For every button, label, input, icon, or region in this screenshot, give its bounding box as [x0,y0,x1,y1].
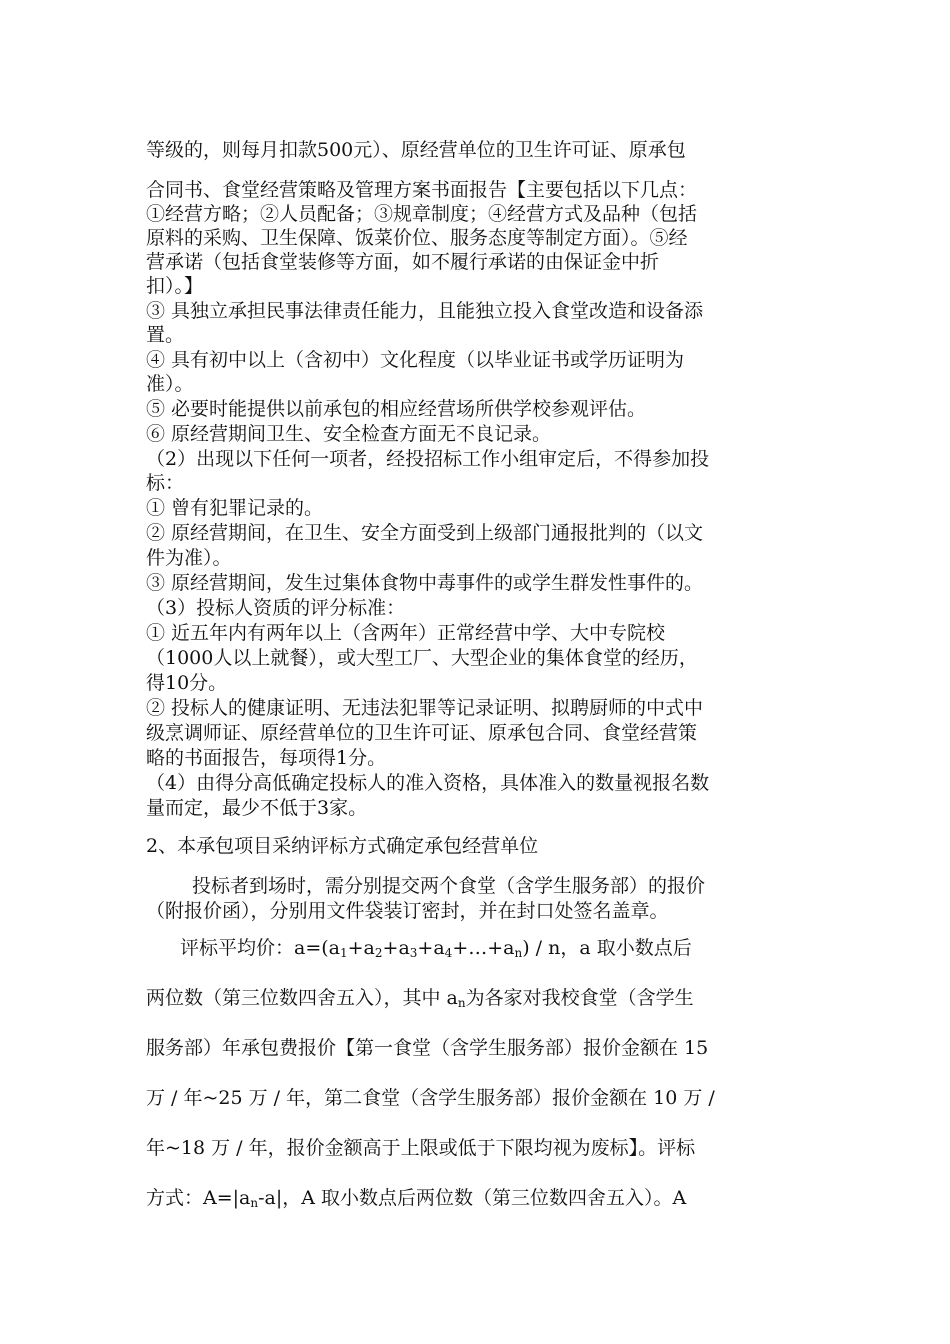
formula-text: ) / n，a 取小数点后 [522,937,692,959]
text-line: 略的书面报告，每项得1分。 [146,747,387,769]
text-line [146,986,808,1010]
text-line: 万 / 年~25 万 / 年，第二食堂（含学生服务部）报价金额在 10 万 / [146,1087,715,1109]
text-line: 标： [146,472,185,494]
text-span: 为各家对我校食堂（含学生 [465,987,694,1009]
subscript: n [250,1196,259,1210]
subscript: 1 [340,946,348,960]
subscript: 3 [409,946,418,960]
text-line: （2）出现以下任何一项者，经投招标工作小组审定后，不得参加投 [146,448,710,470]
text-line [146,1186,808,1210]
text-line: （3）投标人资质的评分标准： [146,597,406,619]
subscript: n [457,996,466,1010]
formula-text: +a [347,937,375,959]
text-span: -a|，A 取小数点后两位数（第三位数四舍五入）。A [258,1187,687,1209]
formula-line [180,936,808,960]
subscript: n [514,946,523,960]
text-line: 营承诺（包括食堂装修等方面，如不履行承诺的由保证金中折 [146,251,660,273]
text-line: 合同书、食堂经营策略及管理方案书面报告【主要包括以下几点： [146,179,698,201]
text-line: ④ 具有初中以上（含初中）文化程度（以毕业证书或学历证明为 [146,349,685,371]
text-line: 置。 [146,324,185,346]
text-line: ② 原经营期间，在卫生、安全方面受到上级部门通报批判的（以文 [146,522,704,544]
text-line: 原料的采购、卫生保障、饭菜价位、服务态度等制定方面）。⑤经 [146,227,688,249]
text-line: ③ 具独立承担民事法律责任能力，且能独立投入食堂改造和设备添 [146,300,704,322]
text-line: 件为准）。 [146,547,232,569]
formula-text: +a [382,937,410,959]
text-line: （1000人以上就餐），或大型工厂、大型企业的集体食堂的经历， [146,647,698,669]
text-line: 投标者到场时，需分别提交两个食堂（含学生服务部）的报价 [192,875,706,897]
text-line: ⑥ 原经营期间卫生、安全检查方面无不良记录。 [146,423,552,445]
text-line: ③ 原经营期间，发生过集体食物中毒事件的或学生群发性事件的。 [146,572,704,594]
text-span: 两位数（第三位数四舍五入），其中 a [146,987,458,1009]
text-line: 服务部）年承包费报价【第一食堂（含学生服务部）报价金额在 15 [146,1037,709,1059]
text-line: 扣）。】 [146,275,204,297]
text-span: 方式：A=|a [146,1187,251,1209]
text-line: （附报价函），分别用文件袋装订密封，并在封口处签名盖章。 [146,900,669,922]
section-heading: 2、本承包项目采纳评标方式确定承包经营单位 [146,835,539,857]
text-line: 量而定，最少不低于3家。 [146,797,368,819]
text-line: 等级的，则每月扣款500元）、原经营单位的卫生许可证、原承包 [146,139,686,161]
text-line: ① 近五年内有两年以上（含两年）正常经营中学、大中专院校 [146,622,666,644]
text-line: 得10分。 [146,672,228,694]
text-line: ② 投标人的健康证明、无违法犯罪等记录证明、拟聘厨师的中式中 [146,697,704,719]
formula-text: +a [417,937,445,959]
text-line: ⑤ 必要时能提供以前承包的相应经营场所供学校参观评估。 [146,398,647,420]
formula-text: +…+a [452,937,515,959]
text-line: 准）。 [146,373,194,395]
text-line: 级烹调师证、原经营单位的卫生许可证、原承包合同、食堂经营策 [146,722,698,744]
text-line: （4）由得分高低确定投标人的准入资格，具体准入的数量视报名数 [146,772,710,794]
subscript: 2 [374,946,383,960]
text-line: ① 曾有犯罪记录的。 [146,497,324,519]
subscript: 4 [444,946,453,960]
text-line: ①经营方略；②人员配备；③规章制度；④经营方式及品种（包括 [146,203,698,225]
formula-text: 评标平均价：a=(a [180,937,340,959]
text-line: 年~18 万 / 年，报价金额高于上限或低于下限均视为废标】。评标 [146,1137,696,1159]
